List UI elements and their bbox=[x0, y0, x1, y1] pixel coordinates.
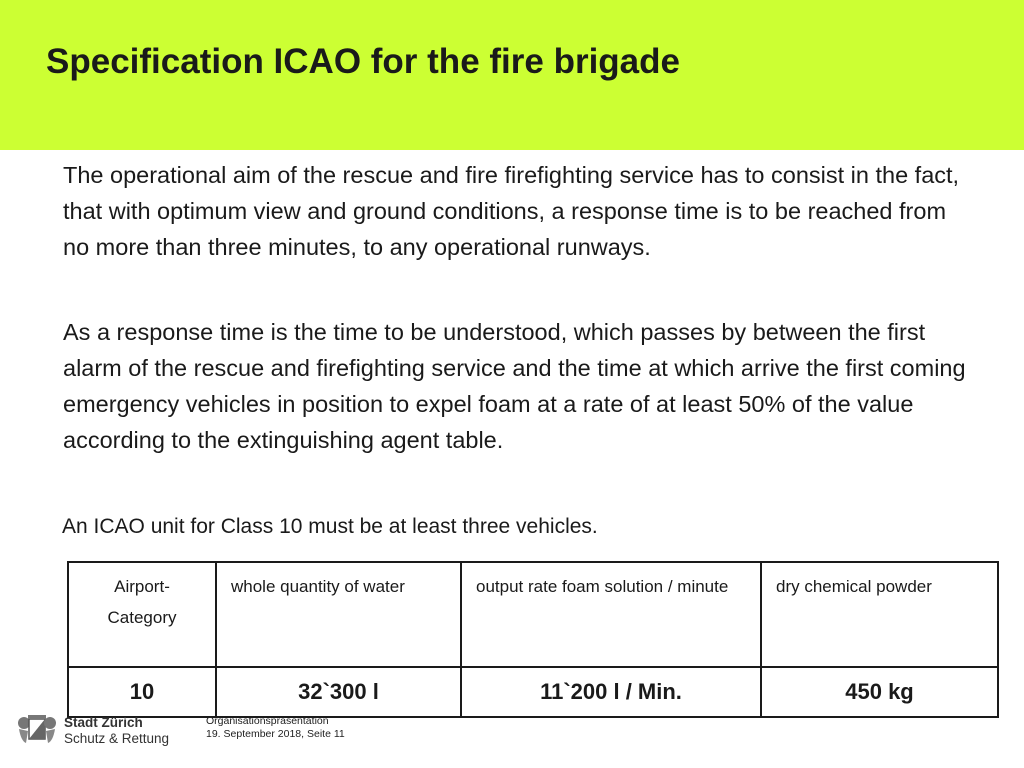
header-foam-output-rate: output rate foam solution / minute bbox=[461, 562, 761, 667]
organization-logo bbox=[16, 713, 196, 753]
title-banner bbox=[0, 0, 1024, 150]
paragraph-response-time: As a response time is the time to be understood, which passes by between the first alarm of the rescue and firefighting service and the time at which arrive the first coming emergency vehicles in position to expel foam at a rate of at least 50% of the value according to the extinguishing agent table. bbox=[63, 319, 966, 453]
table-header-row bbox=[68, 562, 998, 667]
footer-info bbox=[206, 715, 345, 741]
value-dry-chemical-powder: 450 kg bbox=[761, 667, 998, 717]
table-row bbox=[68, 667, 998, 717]
presentation-label: Organisationspräsentation bbox=[206, 715, 329, 727]
date-page-label: 19. September 2018, Seite 11 bbox=[206, 728, 345, 740]
value-foam-output-rate: 11`200 l / Min. bbox=[461, 667, 761, 717]
org-department: Schutz & Rettung bbox=[64, 731, 170, 746]
zurich-crest-icon bbox=[16, 713, 58, 745]
class-10-note: An ICAO unit for Class 10 must be at least three vehicles. bbox=[62, 515, 598, 538]
paragraph-operational-aim: The operational aim of the rescue and fire firefighting service has to consist in the fact, that with optimum view and ground conditions, a response time is to be reached from no more than three minutes, to any operational runways. bbox=[63, 162, 960, 260]
page-title: Specification ICAO for the fire brigade bbox=[46, 42, 680, 81]
org-name: Stadt Zürich bbox=[64, 715, 143, 730]
value-airport-category: 10 bbox=[68, 667, 216, 717]
extinguishing-agent-table bbox=[67, 561, 999, 718]
value-water-quantity: 32`300 l bbox=[216, 667, 461, 717]
header-water-quantity: whole quantity of water bbox=[216, 562, 461, 667]
header-dry-chemical-powder: dry chemical powder bbox=[761, 562, 998, 667]
header-airport-category: Airport-Category bbox=[68, 562, 216, 667]
